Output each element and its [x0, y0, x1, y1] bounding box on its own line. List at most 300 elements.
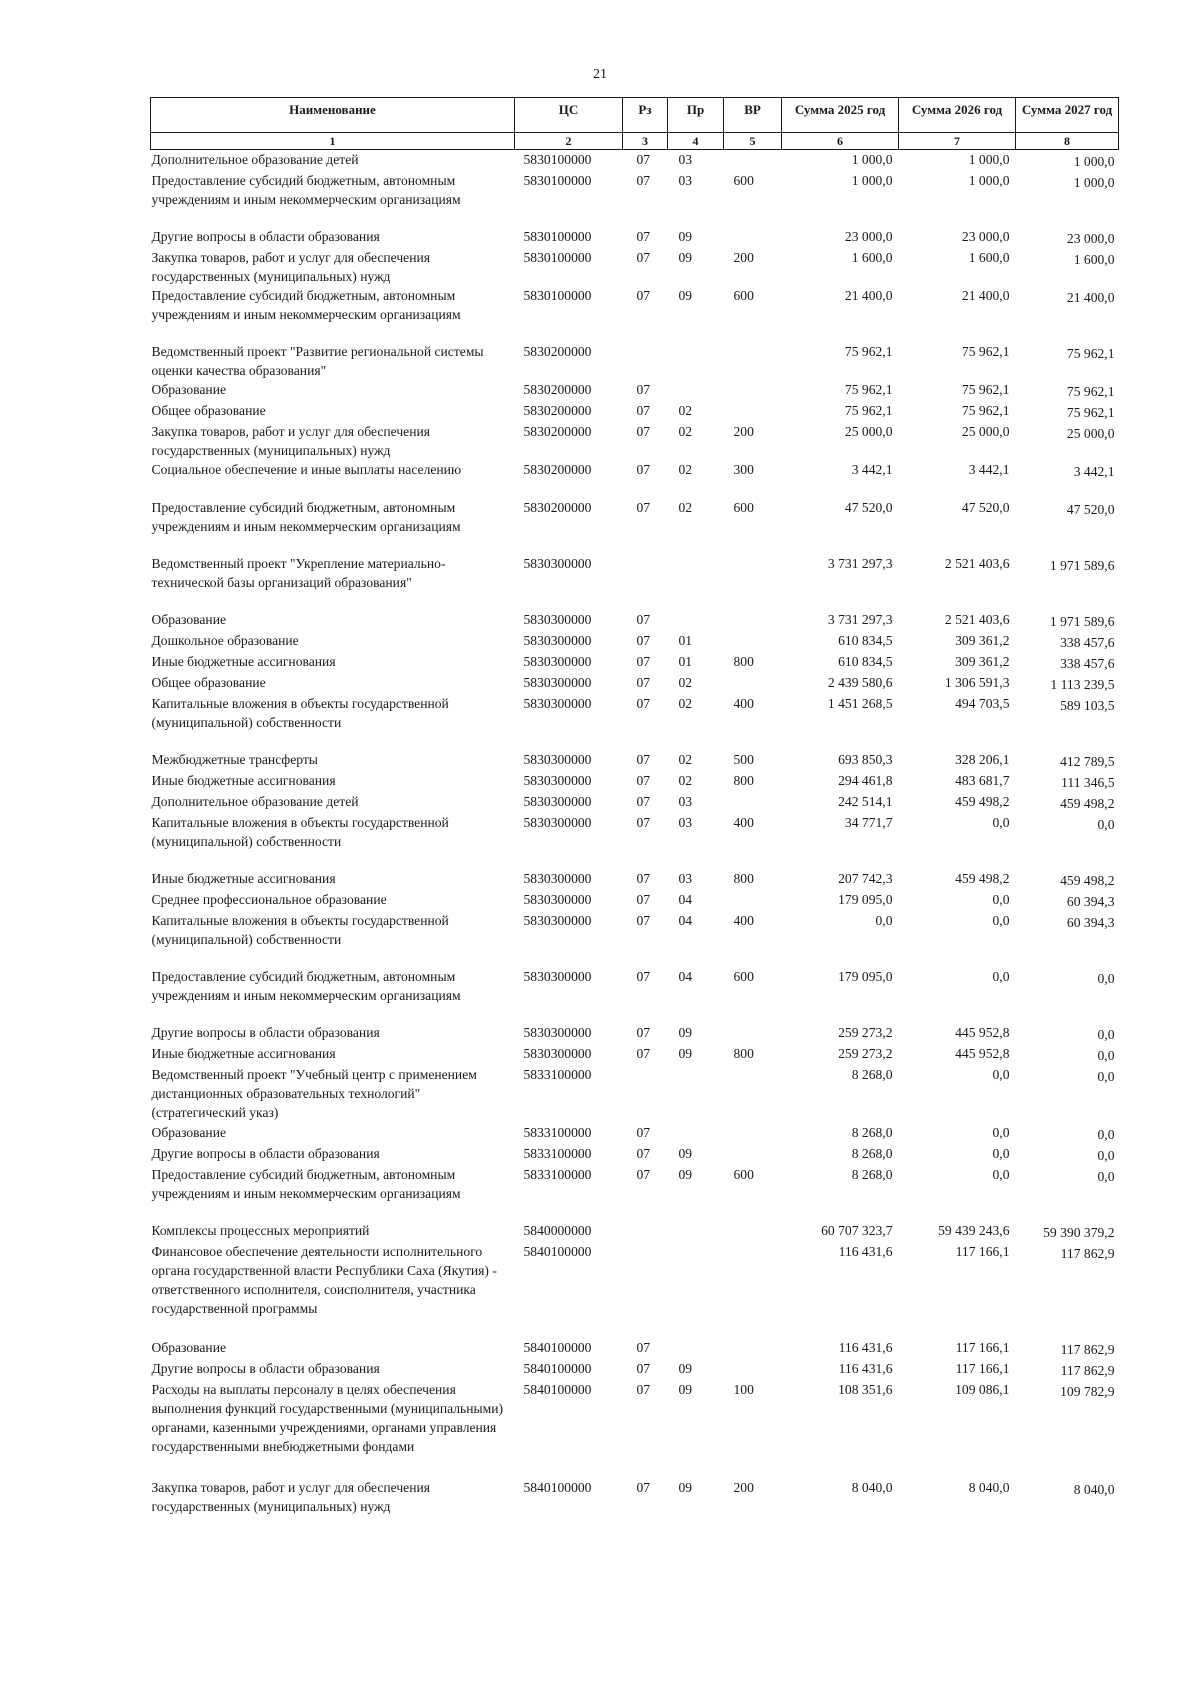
table-row — [151, 750, 1119, 771]
header-rz: Рз — [623, 98, 668, 133]
row-pr — [668, 380, 724, 401]
row-sum-2026: 23 000,0 — [961, 229, 1010, 244]
row-name: Капитальные вложения в объекты государственной (муниципальной) собственности — [151, 696, 449, 730]
budget-table — [150, 97, 1119, 1518]
row-cs: 5830200000 — [523, 462, 592, 477]
row-sum-2025: 25 000,0 — [844, 424, 893, 439]
row-sum-2026: 59 439 243,6 — [938, 1223, 1010, 1238]
table-row — [151, 610, 1119, 631]
table-row — [151, 1165, 1119, 1221]
table-row — [151, 890, 1119, 911]
row-pr: 09 — [678, 1167, 693, 1182]
header-row — [151, 98, 1119, 133]
row-cs: 5830300000 — [523, 675, 592, 690]
row-pr: 02 — [678, 773, 693, 788]
row-sum-2025: 179 095,0 — [838, 969, 893, 984]
row-name: Социальное обеспечение и иные выплаты населению — [151, 462, 462, 477]
row-name: Ведомственный проект "Учебный центр с применением дистанционных образовательных технологий" (стратегический указ) — [151, 1067, 477, 1120]
row-sum-2027: 117 862,9 — [1060, 1246, 1115, 1261]
header-pr: Пр — [668, 98, 724, 133]
row-name: Предоставление субсидий бюджетным, автономным учреждениям и иным некоммерческим организациям — [151, 288, 461, 322]
row-sum-2027: 412 789,5 — [1060, 754, 1115, 769]
row-vr: 200 — [733, 424, 754, 439]
row-name: Другие вопросы в области образования — [151, 1146, 380, 1161]
row-sum-2025: 1 451 268,5 — [827, 696, 893, 711]
row-sum-2027: 0,0 — [1097, 971, 1115, 986]
row-sum-2027: 1 600,0 — [1073, 252, 1115, 267]
row-vr — [724, 1144, 782, 1165]
row-sum-2025: 610 834,5 — [838, 654, 893, 669]
table-row — [151, 792, 1119, 813]
row-sum-2025: 34 771,7 — [844, 815, 893, 830]
table-row — [151, 498, 1119, 554]
table-row — [151, 673, 1119, 694]
row-vr — [724, 673, 782, 694]
row-name: Среднее профессиональное образование — [151, 892, 387, 907]
row-sum-2027: 0,0 — [1097, 817, 1115, 832]
row-pr: 09 — [678, 1046, 693, 1061]
row-cs: 5830300000 — [523, 633, 592, 648]
row-sum-2025: 3 442,1 — [851, 462, 893, 477]
row-cs: 5830300000 — [523, 871, 592, 886]
row-vr: 300 — [733, 462, 754, 477]
row-rz: 07 — [636, 1167, 651, 1182]
row-name: Финансовое обеспечение деятельности исполнительного органа государственной власти Республики Саха (Якутия) - ответственного исполнителя, соисполнителя, участника государственной программы — [151, 1244, 497, 1316]
row-name: Закупка товаров, работ и услуг для обеспечения государственных (муниципальных) нужд — [151, 1480, 430, 1514]
row-name: Другие вопросы в области образования — [151, 1025, 380, 1040]
row-sum-2027: 117 862,9 — [1060, 1363, 1115, 1378]
row-rz: 07 — [636, 152, 651, 167]
row-rz: 07 — [636, 1025, 651, 1040]
row-sum-2025: 259 273,2 — [838, 1046, 893, 1061]
row-sum-2026: 2 521 403,6 — [944, 556, 1010, 571]
row-cs: 5840100000 — [523, 1340, 592, 1355]
row-cs: 5830300000 — [523, 969, 592, 984]
row-name: Закупка товаров, работ и услуг для обеспечения государственных (муниципальных) нужд — [151, 250, 430, 284]
table-row — [151, 1023, 1119, 1044]
row-rz — [623, 342, 668, 380]
table-row — [151, 869, 1119, 890]
page-number: 21 — [593, 67, 607, 82]
header-vr: ВР — [724, 98, 782, 133]
row-vr: 600 — [733, 969, 754, 984]
row-vr: 600 — [733, 288, 754, 303]
row-sum-2026: 47 520,0 — [961, 500, 1010, 515]
row-sum-2027: 75 962,1 — [1066, 346, 1115, 361]
row-sum-2025: 1 000,0 — [851, 152, 893, 167]
row-rz: 07 — [636, 696, 651, 711]
row-cs: 5830100000 — [523, 173, 592, 188]
row-sum-2027: 47 520,0 — [1066, 502, 1115, 517]
row-sum-2027: 459 498,2 — [1060, 873, 1115, 888]
row-rz: 07 — [636, 382, 651, 397]
row-vr: 600 — [733, 500, 754, 515]
column-number: 8 — [1016, 133, 1119, 150]
row-pr: 01 — [678, 633, 693, 648]
table-row — [151, 1221, 1119, 1242]
row-name: Ведомственный проект "Укрепление материально-технической базы организаций образования" — [151, 556, 446, 590]
row-sum-2027: 60 394,3 — [1066, 894, 1115, 909]
table-row — [151, 1242, 1119, 1338]
row-cs: 5833100000 — [523, 1146, 592, 1161]
column-number: 2 — [515, 133, 623, 150]
row-vr: 200 — [733, 1480, 754, 1495]
row-vr — [724, 1065, 782, 1123]
table-row — [151, 150, 1119, 172]
row-cs: 5830300000 — [523, 696, 592, 711]
row-vr — [724, 631, 782, 652]
row-name: Комплексы процессных мероприятий — [151, 1223, 370, 1238]
row-sum-2026: 25 000,0 — [961, 424, 1010, 439]
header-sum-2026: Сумма 2026 год — [899, 98, 1016, 133]
row-vr — [724, 342, 782, 380]
table-row — [151, 694, 1119, 750]
row-sum-2025: 23 000,0 — [844, 229, 893, 244]
row-rz: 07 — [636, 633, 651, 648]
row-rz: 07 — [636, 1046, 651, 1061]
table-row — [151, 813, 1119, 869]
row-pr — [668, 342, 724, 380]
row-sum-2027: 1 971 589,6 — [1049, 614, 1115, 629]
row-rz: 07 — [636, 1382, 651, 1397]
row-sum-2026: 0,0 — [992, 969, 1010, 984]
row-pr — [668, 1221, 724, 1242]
column-number: 1 — [151, 133, 515, 150]
column-number: 4 — [668, 133, 724, 150]
table-row — [151, 380, 1119, 401]
row-sum-2025: 108 351,6 — [838, 1382, 893, 1397]
row-cs: 5830200000 — [523, 344, 592, 359]
row-name: Иные бюджетные ассигнования — [151, 871, 336, 886]
table-row — [151, 1123, 1119, 1144]
row-rz: 07 — [636, 1340, 651, 1355]
row-vr: 400 — [733, 696, 754, 711]
row-pr: 09 — [678, 1361, 693, 1376]
row-cs: 5830300000 — [523, 773, 592, 788]
table-row — [151, 401, 1119, 422]
row-rz: 07 — [636, 462, 651, 477]
row-sum-2025: 8 040,0 — [851, 1480, 893, 1495]
row-name: Предоставление субсидий бюджетным, автономным учреждениям и иным некоммерческим организациям — [151, 969, 461, 1003]
row-rz: 07 — [636, 1146, 651, 1161]
row-sum-2026: 445 952,8 — [955, 1025, 1010, 1040]
row-sum-2027: 3 442,1 — [1073, 464, 1115, 479]
row-vr — [724, 1023, 782, 1044]
row-name: Дополнительное образование детей — [151, 152, 359, 167]
row-pr: 02 — [678, 500, 693, 515]
row-cs: 5830300000 — [523, 913, 592, 928]
row-pr: 04 — [678, 913, 693, 928]
row-vr — [724, 150, 782, 172]
row-sum-2025: 1 600,0 — [851, 250, 893, 265]
table-row — [151, 227, 1119, 248]
row-cs: 5830300000 — [523, 815, 592, 830]
row-name: Общее образование — [151, 403, 266, 418]
row-vr: 400 — [733, 913, 754, 928]
row-sum-2027: 1 971 589,6 — [1049, 558, 1115, 573]
row-vr — [724, 890, 782, 911]
row-cs: 5830100000 — [523, 250, 592, 265]
row-name: Предоставление субсидий бюджетным, автономным учреждениям и иным некоммерческим организациям — [151, 1167, 461, 1201]
row-vr — [724, 1338, 782, 1359]
row-pr: 09 — [678, 1025, 693, 1040]
row-sum-2026: 1 600,0 — [968, 250, 1010, 265]
row-sum-2025: 2 439 580,6 — [827, 675, 893, 690]
row-name: Образование — [151, 1125, 227, 1140]
row-sum-2026: 8 040,0 — [968, 1480, 1010, 1495]
row-sum-2026: 0,0 — [992, 892, 1010, 907]
row-sum-2027: 459 498,2 — [1060, 796, 1115, 811]
row-sum-2026: 445 952,8 — [955, 1046, 1010, 1061]
row-sum-2027: 589 103,5 — [1060, 698, 1115, 713]
row-rz: 07 — [636, 403, 651, 418]
row-sum-2027: 1 113 239,5 — [1050, 677, 1115, 692]
row-sum-2027: 8 040,0 — [1073, 1482, 1115, 1497]
row-cs: 5833100000 — [523, 1167, 592, 1182]
row-rz: 07 — [636, 173, 651, 188]
row-sum-2025: 3 731 297,3 — [827, 612, 893, 627]
table-row — [151, 342, 1119, 380]
row-sum-2025: 207 742,3 — [838, 871, 893, 886]
row-pr: 04 — [678, 969, 693, 984]
row-rz: 07 — [636, 1480, 651, 1495]
row-rz: 07 — [636, 871, 651, 886]
row-pr: 09 — [678, 1146, 693, 1161]
row-sum-2025: 8 268,0 — [851, 1167, 893, 1182]
row-vr: 800 — [733, 773, 754, 788]
row-sum-2026: 0,0 — [992, 1067, 1010, 1082]
row-sum-2025: 1 000,0 — [851, 173, 893, 188]
row-sum-2025: 242 514,1 — [838, 794, 893, 809]
row-name: Другие вопросы в области образования — [151, 229, 380, 244]
row-rz: 07 — [636, 500, 651, 515]
column-number-row — [151, 133, 1119, 150]
row-name: Иные бюджетные ассигнования — [151, 773, 336, 788]
table-row — [151, 967, 1119, 1023]
row-rz: 07 — [636, 752, 651, 767]
row-cs: 5830200000 — [523, 382, 592, 397]
table-row — [151, 1359, 1119, 1380]
row-rz: 07 — [636, 794, 651, 809]
row-sum-2026: 309 361,2 — [955, 654, 1010, 669]
row-sum-2026: 75 962,1 — [961, 344, 1010, 359]
row-vr: 400 — [733, 815, 754, 830]
row-sum-2025: 294 461,8 — [838, 773, 893, 788]
row-name: Предоставление субсидий бюджетным, автономным учреждениям и иным некоммерческим организациям — [151, 500, 461, 534]
row-pr: 02 — [678, 462, 693, 477]
column-number: 5 — [724, 133, 782, 150]
row-sum-2027: 338 457,6 — [1060, 635, 1115, 650]
row-cs: 5830100000 — [523, 288, 592, 303]
row-pr — [668, 1123, 724, 1144]
table-row — [151, 652, 1119, 673]
row-sum-2027: 0,0 — [1097, 1027, 1115, 1042]
row-cs: 5830300000 — [523, 1025, 592, 1040]
row-vr — [724, 1221, 782, 1242]
row-rz: 07 — [636, 675, 651, 690]
row-name: Дошкольное образование — [151, 633, 299, 648]
row-rz: 07 — [636, 288, 651, 303]
header-sum-2027: Сумма 2027 год — [1016, 98, 1119, 133]
row-vr: 600 — [733, 173, 754, 188]
row-pr: 02 — [678, 403, 693, 418]
table-row — [151, 554, 1119, 610]
row-cs: 5833100000 — [523, 1125, 592, 1140]
row-cs: 5830200000 — [523, 424, 592, 439]
row-vr — [724, 1359, 782, 1380]
row-name: Предоставление субсидий бюджетным, автономным учреждениям и иным некоммерческим организациям — [151, 173, 461, 207]
row-sum-2027: 25 000,0 — [1066, 426, 1115, 441]
row-vr — [724, 401, 782, 422]
row-rz: 07 — [636, 1125, 651, 1140]
table-row — [151, 771, 1119, 792]
row-sum-2026: 328 206,1 — [955, 752, 1010, 767]
row-sum-2025: 693 850,3 — [838, 752, 893, 767]
row-pr: 01 — [678, 654, 693, 669]
row-rz: 07 — [636, 1361, 651, 1376]
row-rz: 07 — [636, 815, 651, 830]
row-sum-2025: 179 095,0 — [838, 892, 893, 907]
row-sum-2026: 0,0 — [992, 1146, 1010, 1161]
row-sum-2026: 1 000,0 — [968, 173, 1010, 188]
row-sum-2026: 459 498,2 — [955, 871, 1010, 886]
row-sum-2026: 0,0 — [992, 913, 1010, 928]
row-rz — [623, 1242, 668, 1338]
row-rz: 07 — [636, 654, 651, 669]
row-rz: 07 — [636, 913, 651, 928]
table-row — [151, 171, 1119, 227]
row-vr: 100 — [733, 1382, 754, 1397]
row-rz — [623, 554, 668, 610]
row-sum-2026: 21 400,0 — [961, 288, 1010, 303]
row-cs: 5830200000 — [523, 500, 592, 515]
row-vr: 200 — [733, 250, 754, 265]
row-sum-2025: 21 400,0 — [844, 288, 893, 303]
row-cs: 5830100000 — [523, 152, 592, 167]
row-cs: 5833100000 — [523, 1067, 592, 1082]
row-sum-2027: 1 000,0 — [1073, 154, 1115, 169]
header-cs: ЦС — [515, 98, 623, 133]
row-name: Дополнительное образование детей — [151, 794, 359, 809]
table-row — [151, 460, 1119, 498]
column-number: 3 — [623, 133, 668, 150]
row-vr — [724, 1242, 782, 1338]
row-sum-2026: 0,0 — [992, 1125, 1010, 1140]
row-sum-2026: 0,0 — [992, 1167, 1010, 1182]
row-vr — [724, 610, 782, 631]
row-vr: 500 — [733, 752, 754, 767]
row-rz: 07 — [636, 969, 651, 984]
row-name: Расходы на выплаты персоналу в целях обеспечения выполнения функций государственными (муниципальными) органами, казенными учреждениями, органами управления государственными внебюджетными фондами — [151, 1382, 504, 1454]
row-pr: 03 — [678, 815, 693, 830]
row-sum-2025: 116 431,6 — [838, 1340, 893, 1355]
row-sum-2026: 309 361,2 — [955, 633, 1010, 648]
row-cs: 5830200000 — [523, 403, 592, 418]
row-sum-2027: 117 862,9 — [1060, 1342, 1115, 1357]
row-cs: 5830100000 — [523, 229, 592, 244]
row-sum-2027: 0,0 — [1097, 1169, 1115, 1184]
row-sum-2025: 259 273,2 — [838, 1025, 893, 1040]
header-name: Наименование — [151, 98, 515, 133]
row-cs: 5830300000 — [523, 556, 592, 571]
row-rz: 07 — [636, 773, 651, 788]
row-cs: 5840100000 — [523, 1382, 592, 1397]
row-pr: 09 — [678, 1382, 693, 1397]
row-pr — [668, 554, 724, 610]
row-sum-2027: 59 390 379,2 — [1043, 1225, 1115, 1240]
row-sum-2027: 111 346,5 — [1061, 775, 1115, 790]
row-cs: 5840000000 — [523, 1223, 592, 1238]
row-name: Ведомственный проект "Развитие региональной системы оценки качества образования" — [151, 344, 484, 378]
row-cs: 5840100000 — [523, 1480, 592, 1495]
row-sum-2027: 109 782,9 — [1060, 1384, 1115, 1399]
row-cs: 5830300000 — [523, 612, 592, 627]
column-number: 7 — [899, 133, 1016, 150]
row-name: Иные бюджетные ассигнования — [151, 654, 336, 669]
row-sum-2026: 459 498,2 — [955, 794, 1010, 809]
row-sum-2026: 2 521 403,6 — [944, 612, 1010, 627]
row-pr: 02 — [678, 752, 693, 767]
row-sum-2026: 3 442,1 — [968, 462, 1010, 477]
row-name: Общее образование — [151, 675, 266, 690]
row-sum-2026: 494 703,5 — [955, 696, 1010, 711]
table-row — [151, 631, 1119, 652]
row-sum-2025: 75 962,1 — [844, 344, 893, 359]
table-row — [151, 1065, 1119, 1123]
row-pr: 03 — [678, 152, 693, 167]
row-sum-2026: 1 000,0 — [968, 152, 1010, 167]
row-pr — [668, 1242, 724, 1338]
table-row — [151, 1144, 1119, 1165]
row-rz: 07 — [636, 229, 651, 244]
row-rz: 07 — [636, 250, 651, 265]
row-cs: 5830300000 — [523, 654, 592, 669]
row-pr — [668, 610, 724, 631]
row-name: Межбюджетные трансферты — [151, 752, 318, 767]
row-pr: 03 — [678, 871, 693, 886]
table-row — [151, 1380, 1119, 1478]
row-sum-2025: 0,0 — [875, 913, 893, 928]
row-sum-2026: 483 681,7 — [955, 773, 1010, 788]
row-vr: 800 — [733, 654, 754, 669]
row-pr: 09 — [678, 250, 693, 265]
row-sum-2027: 0,0 — [1097, 1069, 1115, 1084]
row-sum-2026: 117 166,1 — [955, 1340, 1010, 1355]
row-sum-2025: 75 962,1 — [844, 403, 893, 418]
row-sum-2027: 21 400,0 — [1066, 290, 1115, 305]
row-vr — [724, 227, 782, 248]
row-vr: 800 — [733, 871, 754, 886]
row-sum-2027: 0,0 — [1097, 1048, 1115, 1063]
row-sum-2026: 117 166,1 — [955, 1361, 1010, 1376]
row-name: Другие вопросы в области образования — [151, 1361, 380, 1376]
row-vr: 800 — [733, 1046, 754, 1061]
row-sum-2025: 60 707 323,7 — [821, 1223, 893, 1238]
row-rz: 07 — [636, 612, 651, 627]
table-row — [151, 911, 1119, 967]
table-row — [151, 422, 1119, 460]
row-pr: 02 — [678, 424, 693, 439]
row-vr — [724, 792, 782, 813]
row-cs: 5830300000 — [523, 1046, 592, 1061]
row-cs: 5830300000 — [523, 752, 592, 767]
row-sum-2026: 75 962,1 — [961, 403, 1010, 418]
row-rz — [623, 1221, 668, 1242]
row-cs: 5840100000 — [523, 1361, 592, 1376]
row-sum-2026: 0,0 — [992, 815, 1010, 830]
row-sum-2027: 0,0 — [1097, 1127, 1115, 1142]
row-sum-2025: 116 431,6 — [838, 1361, 893, 1376]
